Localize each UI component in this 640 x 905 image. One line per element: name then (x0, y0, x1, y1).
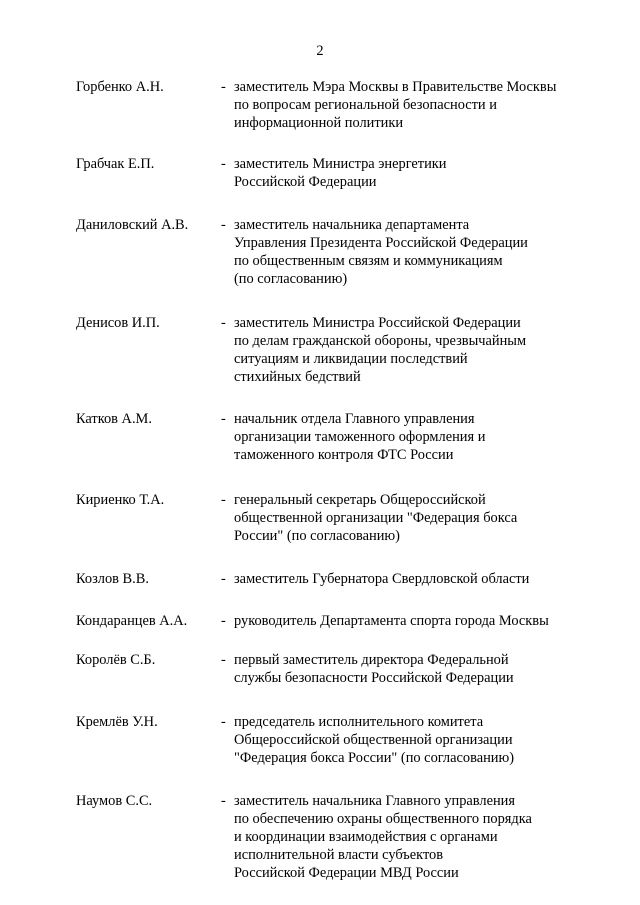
position-line: заместитель Министра Российской Федерации (234, 315, 521, 331)
list-item (76, 570, 596, 588)
dash-separator: - (221, 613, 226, 629)
position-line: общественной организации "Федерация бокса (234, 510, 518, 526)
member-name: Горбенко А.Н. (76, 79, 164, 95)
position-line: заместитель начальника департамента (234, 217, 470, 233)
member-position (234, 216, 596, 288)
position-line: заместитель Мэра Москвы в Правительстве Москвы (234, 79, 557, 95)
list-item (76, 612, 596, 630)
dash-separator: - (221, 714, 226, 730)
list-item (76, 78, 596, 132)
member-name: Кондаранцев А.А. (76, 613, 188, 629)
position-line: стихийных бедствий (234, 369, 361, 385)
member-position (234, 651, 596, 687)
dash-separator: - (221, 793, 226, 809)
position-line: начальник отдела Главного управления (234, 411, 475, 427)
member-position (234, 155, 596, 191)
member-position (234, 612, 596, 630)
dash-separator: - (221, 217, 226, 233)
member-name: Наумов С.С. (76, 793, 153, 809)
dash-separator: - (221, 79, 226, 95)
member-position (234, 491, 596, 545)
list-item (76, 155, 596, 191)
list-item (76, 410, 596, 464)
position-line: председатель исполнительного комитета (234, 714, 484, 730)
dash-separator: - (221, 156, 226, 172)
list-item (76, 216, 596, 288)
member-name: Кремлёв У.Н. (76, 714, 158, 730)
list-item (76, 314, 596, 386)
position-line: заместитель начальника Главного управления (234, 793, 515, 809)
member-position (234, 792, 596, 882)
position-line: России" (по согласованию) (234, 528, 400, 544)
member-name: Катков А.М. (76, 411, 152, 427)
position-line: Общероссийской общественной организации (234, 732, 513, 748)
dash-separator: - (221, 652, 226, 668)
position-line: службы безопасности Российской Федерации (234, 670, 514, 686)
member-name: Кириенко Т.А. (76, 492, 165, 508)
dash-separator: - (221, 411, 226, 427)
position-line: ситуациям и ликвидации последствий (234, 351, 468, 367)
position-line: Российской Федерации (234, 174, 377, 190)
member-list (76, 78, 596, 882)
position-line: по общественным связям и коммуникациям (234, 253, 503, 269)
member-name: Козлов В.В. (76, 571, 149, 587)
position-line: руководитель Департамента спорта города Москвы (234, 613, 549, 629)
position-line: генеральный секретарь Общероссийской (234, 492, 486, 508)
position-line: заместитель Губернатора Свердловской области (234, 571, 530, 587)
list-item (76, 651, 596, 687)
list-item (76, 792, 596, 882)
dash-separator: - (221, 571, 226, 587)
dash-separator: - (221, 315, 226, 331)
position-line: по обеспечению охраны общественного порядка (234, 811, 532, 827)
position-line: по вопросам региональной безопасности и (234, 97, 497, 113)
member-name: Денисов И.П. (76, 315, 160, 331)
page-number: 2 (316, 43, 324, 59)
position-line: (по согласованию) (234, 271, 348, 287)
position-line: организации таможенного оформления и (234, 429, 486, 445)
position-line: по делам гражданской обороны, чрезвычайным (234, 333, 527, 349)
position-line: информационной политики (234, 115, 404, 131)
member-name: Королёв С.Б. (76, 652, 156, 668)
member-position (234, 78, 596, 132)
position-line: таможенного контроля ФТС России (234, 447, 454, 463)
member-position (234, 314, 596, 386)
position-line: Российской Федерации МВД России (234, 865, 459, 881)
position-line: "Федерация бокса России" (по согласованию) (234, 750, 515, 766)
member-position (234, 570, 596, 588)
member-position (234, 713, 596, 767)
position-line: и координации взаимодействия с органами (234, 829, 498, 845)
member-name: Грабчак Е.П. (76, 156, 155, 172)
member-position (234, 410, 596, 464)
position-line: исполнительной власти субъектов (234, 847, 444, 863)
dash-separator: - (221, 492, 226, 508)
member-name: Даниловский А.В. (76, 217, 189, 233)
position-line: Управления Президента Российской Федерации (234, 235, 528, 251)
list-item (76, 713, 596, 767)
position-line: первый заместитель директора Федеральной (234, 652, 509, 668)
position-line: заместитель Министра энергетики (234, 156, 447, 172)
list-item (76, 491, 596, 545)
